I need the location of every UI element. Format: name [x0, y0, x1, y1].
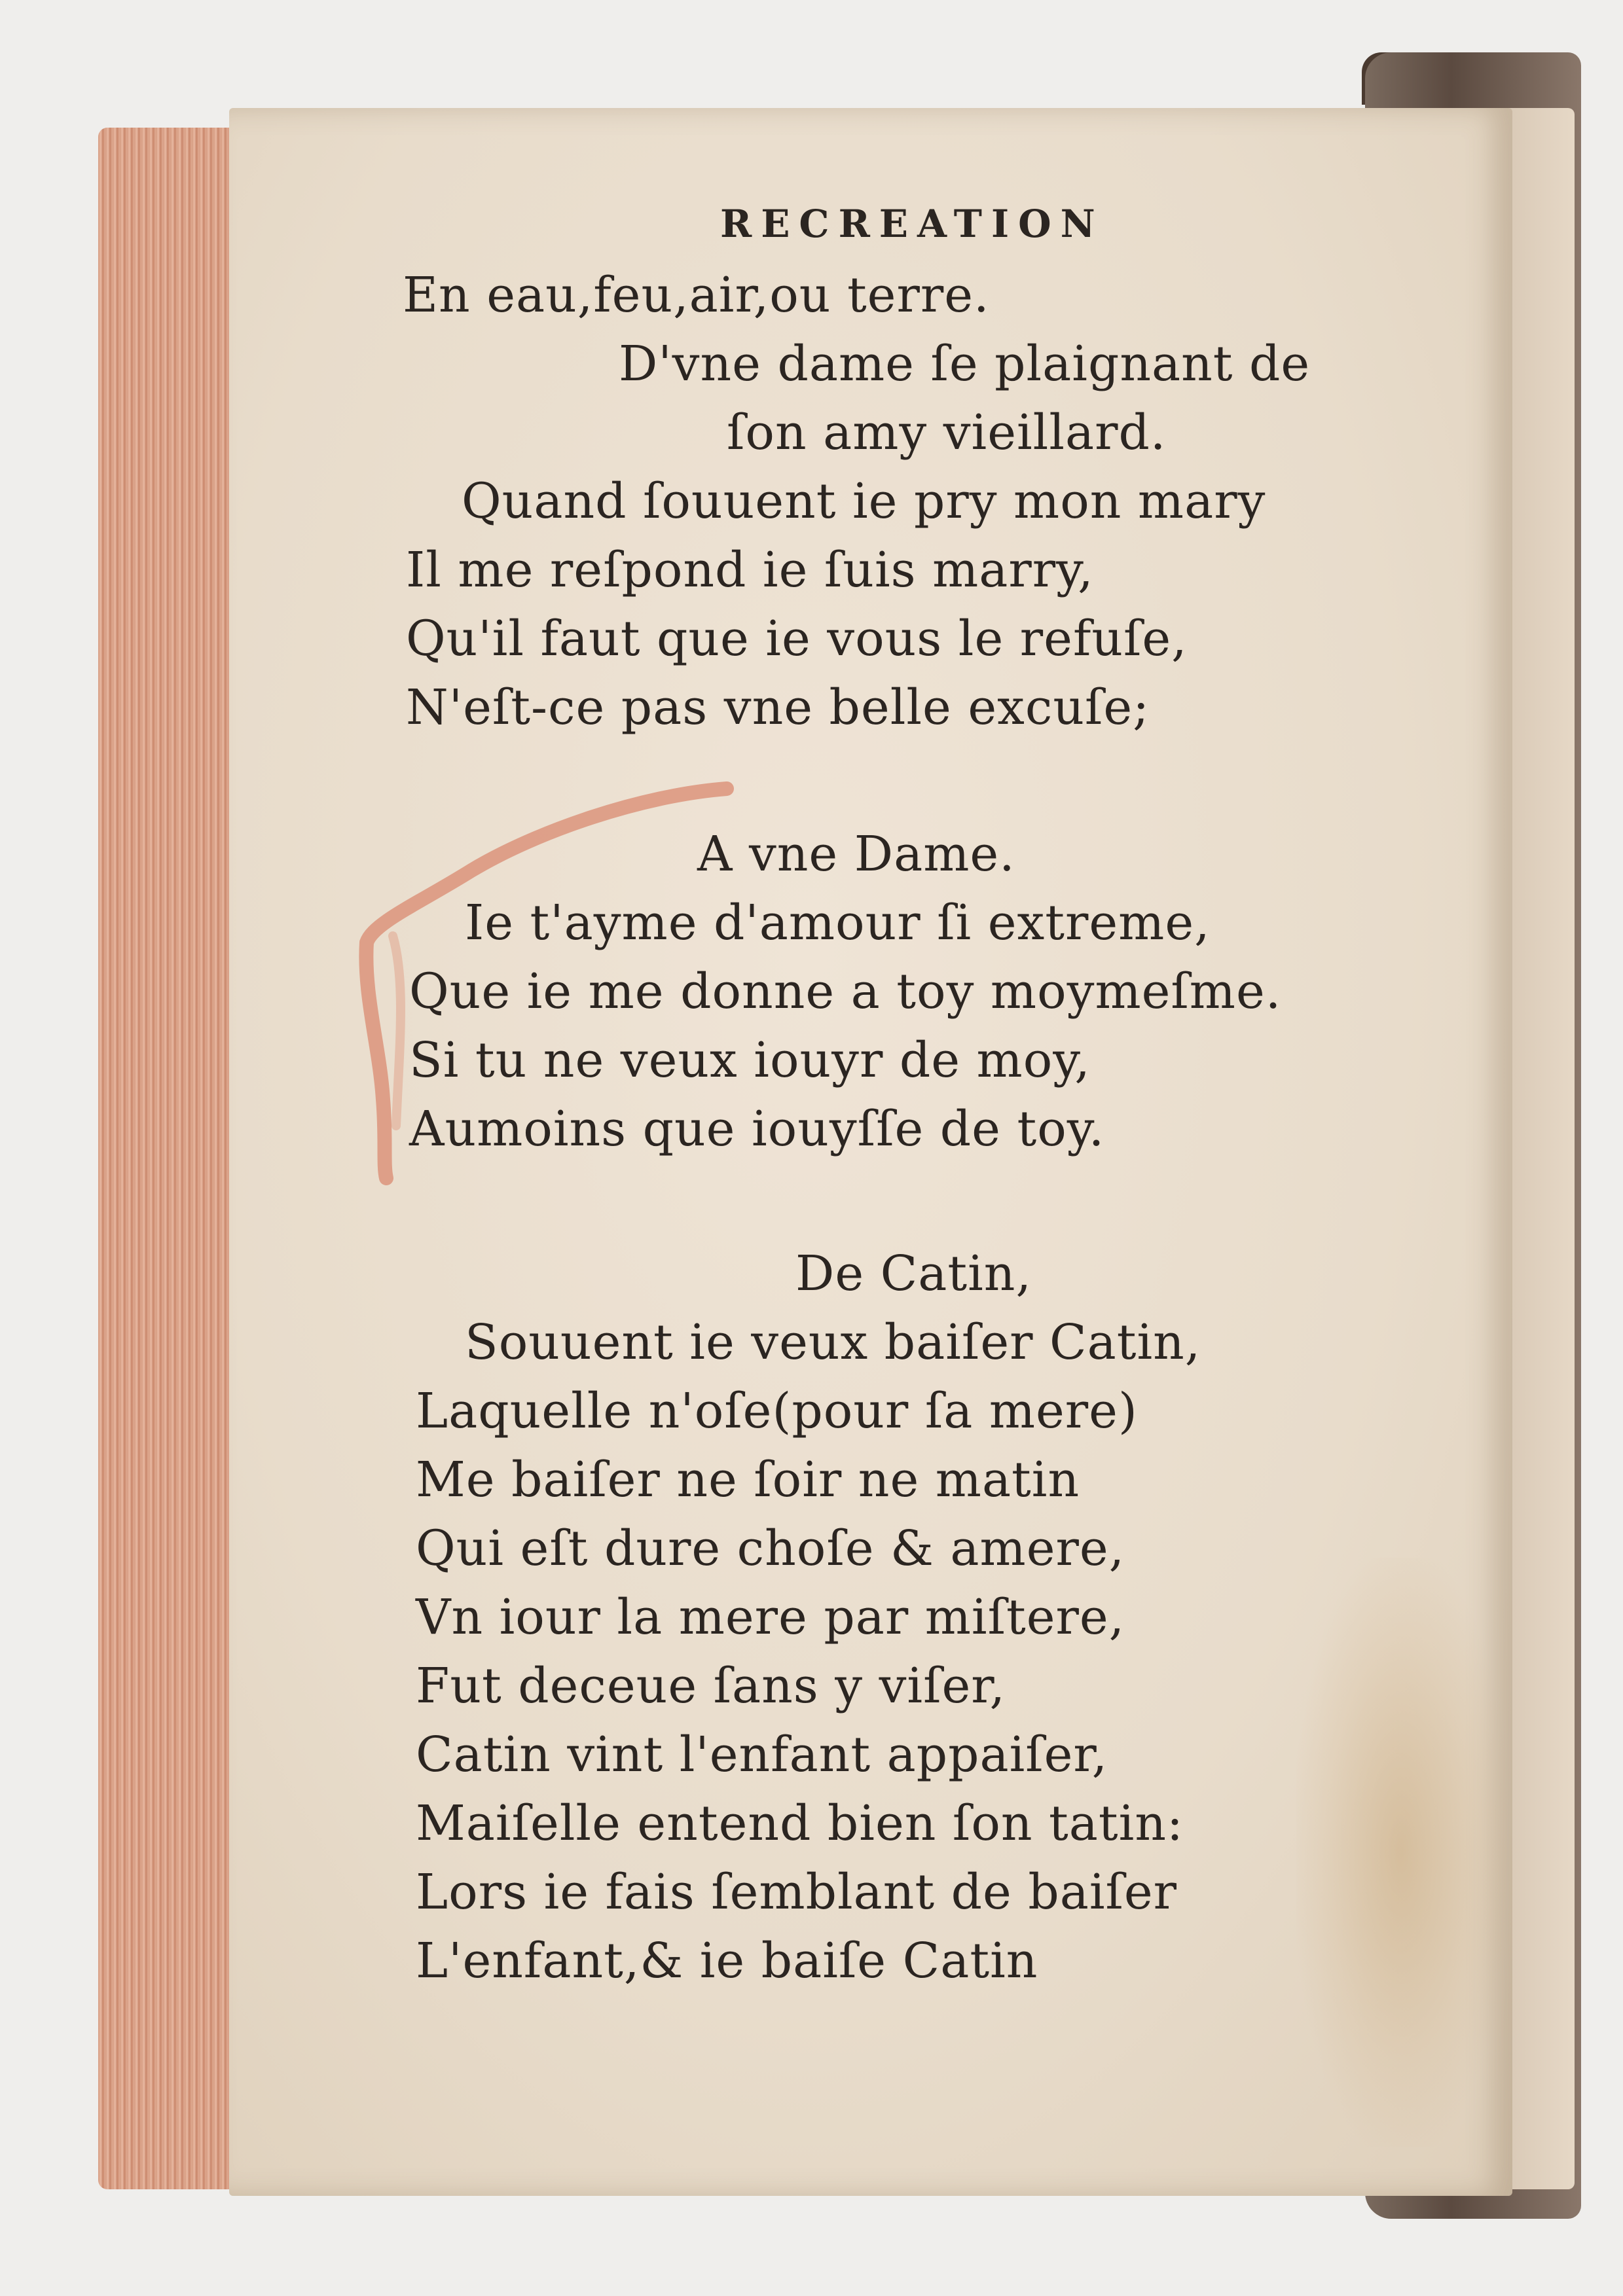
verse-line: Ie t'ayme d'amour ſi extreme, [465, 895, 1211, 951]
verse-line: Laquelle n'oſe(pour ſa mere) [416, 1383, 1138, 1439]
verse-line: Vn iour la mere par miſtere, [416, 1589, 1125, 1645]
verse-line: Catin vint l'enfant appaiſer, [416, 1727, 1108, 1783]
verse-line: Souuent ie veux baiſer Catin, [465, 1314, 1201, 1371]
verse-line: Lors ie fais ſemblant de baiſer [416, 1864, 1178, 1920]
verse-line: L'enfant,& ie baiſe Catin [416, 1933, 1038, 1989]
verse-line: Me baiſer ne ſoir ne matin [416, 1452, 1080, 1508]
verse-line: Qui eſt dure choſe & amere, [416, 1520, 1125, 1577]
verse-line: N'eſt-ce pas vne belle excuſe; [406, 679, 1150, 736]
running-head: RECREATION [720, 202, 1104, 246]
poem-title: De Catin, [795, 1246, 1032, 1302]
verse-line: Aumoins que iouyſſe de toy. [409, 1101, 1105, 1157]
poem-title: A vne Dame. [697, 826, 1015, 882]
verse-line: Si tu ne veux iouyr de moy, [409, 1032, 1091, 1088]
poem-title: ſon amy vieillard. [727, 404, 1167, 461]
verse-line: Maiſelle entend bien ſon tatin: [416, 1795, 1184, 1852]
verse-line: Qu'il faut que ie vous le refuſe, [406, 611, 1188, 667]
verse-line: Que ie me donne a toy moymeſme. [409, 963, 1282, 1020]
verse-line: Il me reſpond ie ſuis marry, [406, 542, 1094, 598]
verse-line: En eau,feu,air,ou terre. [403, 267, 990, 323]
verse-line: Quand ſouuent ie pry mon mary [462, 473, 1266, 529]
poem-title: D'vne dame ſe plaignant de [619, 336, 1311, 392]
verse-line: Fut deceue ſans y viſer, [416, 1658, 1006, 1714]
